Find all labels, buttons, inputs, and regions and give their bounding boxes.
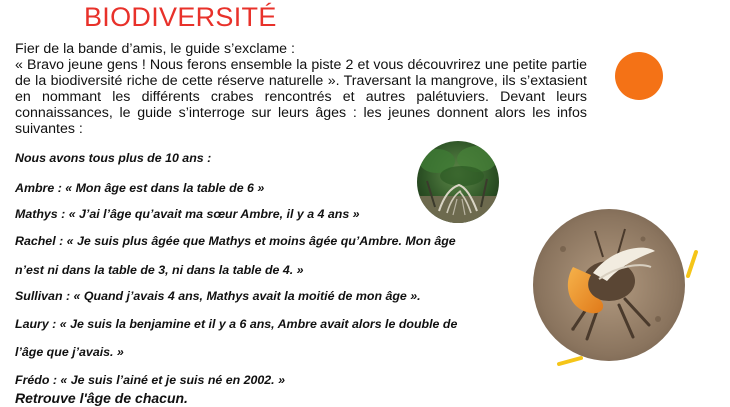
clue-line: n’est ni dans la table de 3, ni dans la table de 4. » [15, 263, 304, 277]
yellow-accent-path [688, 252, 696, 276]
yellow-accent-stroke [678, 248, 704, 284]
mangrove-photo [417, 141, 499, 223]
final-question: Retrouve l'âge de chacun. [15, 390, 188, 406]
intro-text [15, 41, 587, 137]
clue-line: l’âge que j’avais. » [15, 345, 124, 359]
clue-line: Mathys : « J’ai l’âge qu’avait ma sœur Ambre, il y a 4 ans » [15, 207, 360, 221]
clue-line: Rachel : « Je suis plus âgée que Mathys et moins âgée qu’Ambre. Mon âge [15, 234, 456, 248]
intro-line-1: Fier de la bande d’amis, le guide s’exclame : [15, 41, 295, 57]
intro-paragraph: « Bravo jeune gens ! Nous ferons ensemble la piste 2 et vous découvrirez une petite partie de la biodiversité riche de cette réserve naturelle ». Traversant la mangrove, ils s’extasient en nommant les différents crabes rencontrés et autres palétuviers. Devant leurs connaissances, le guide s’interroge sur leurs âges : les jeunes donnent alors les infos suivantes : [15, 57, 587, 137]
page-title: BIODIVERSITÉ [84, 2, 277, 32]
clue-line: Sullivan : « Quand j’avais 4 ans, Mathys avait la moitié de mon âge ». [15, 289, 421, 303]
clue-line: Frédo : « Je suis l’ainé et je suis né en 2002. » [15, 373, 285, 387]
clue-line: Ambre : « Mon âge est dans la table de 6 » [15, 181, 265, 195]
yellow-accent-stroke [555, 340, 595, 370]
fiddler-crab-photo [533, 209, 685, 361]
yellow-accent-path [559, 358, 581, 364]
orange-dot-decoration [615, 52, 663, 100]
clue-line: Laury : « Je suis la benjamine et il y a 6 ans, Ambre avait alors le double de [15, 317, 458, 331]
clue-line: Nous avons tous plus de 10 ans : [15, 151, 212, 165]
